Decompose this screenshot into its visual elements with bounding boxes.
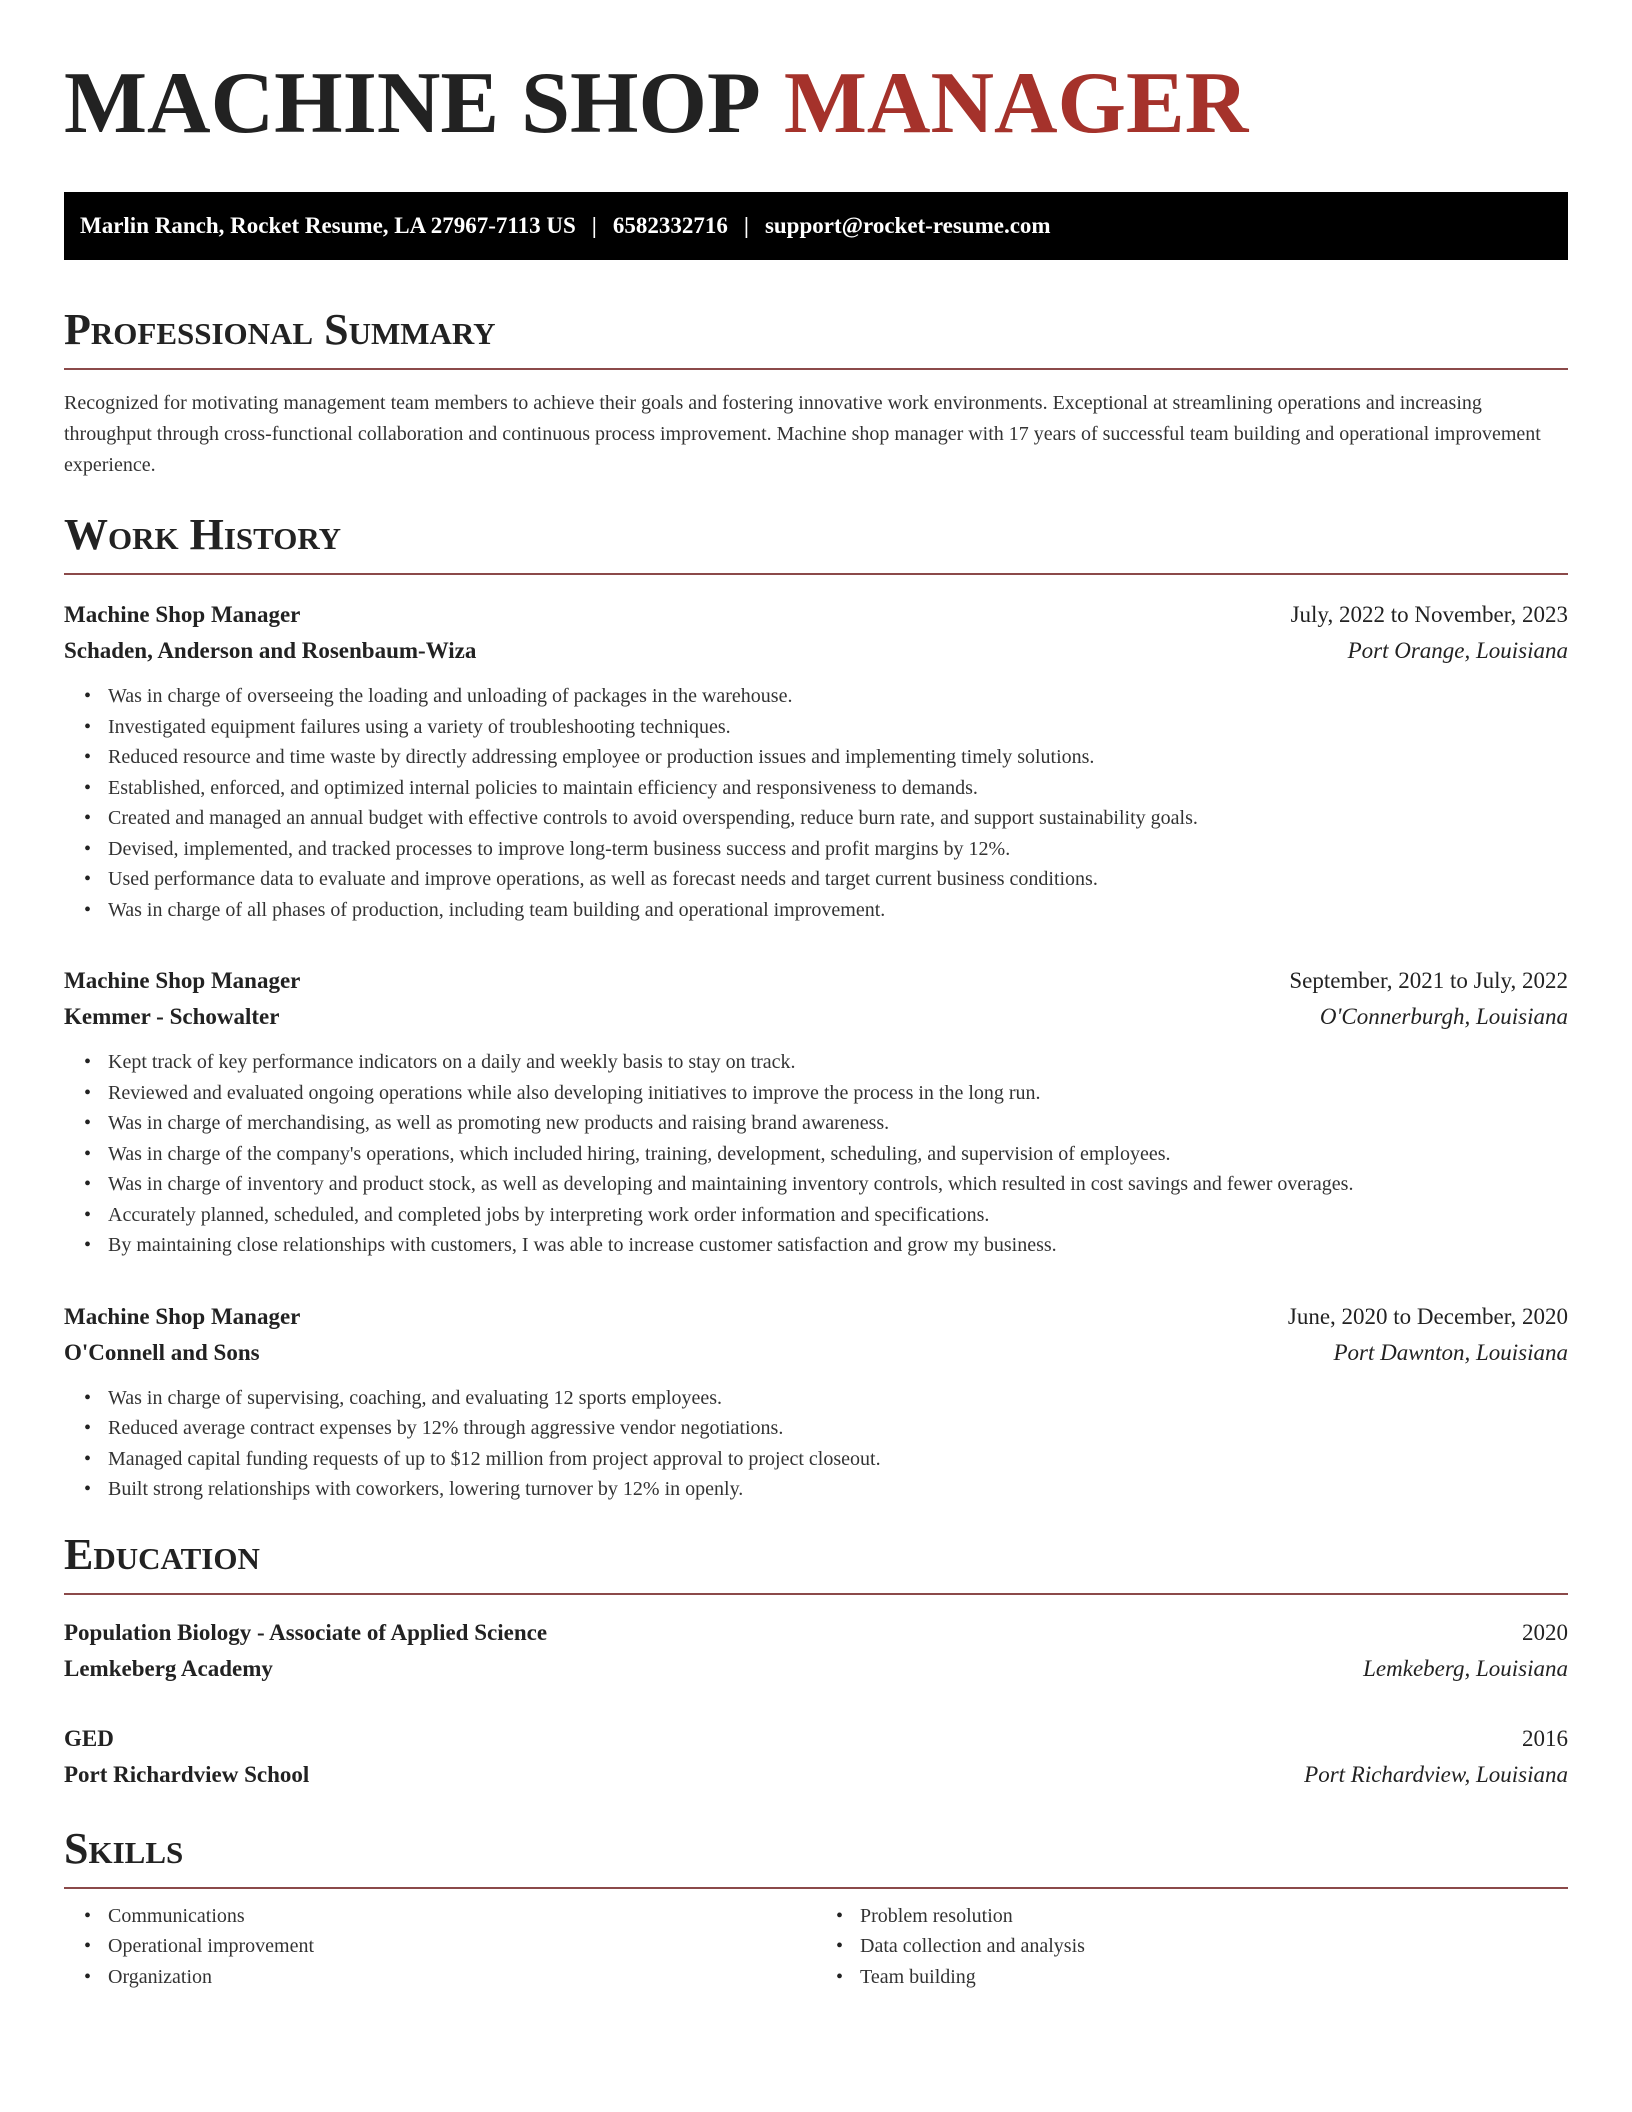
contact-bar	[64, 192, 1568, 260]
education-entry	[64, 1615, 1568, 1687]
job-company: Kemmer - Schowalter	[64, 1004, 280, 1029]
contact-separator: |	[591, 213, 597, 238]
name-first: MACHINE SHOP	[64, 55, 756, 152]
contact-separator: |	[743, 213, 749, 238]
job-entry	[64, 1299, 1568, 1505]
skills-list	[64, 1901, 816, 1993]
education-school-row	[64, 1757, 1568, 1793]
list-item: • Communications	[84, 1901, 816, 1932]
list-item: • Accurately planned, scheduled, and completed jobs by interpreting work order information and specifications.	[84, 1200, 1568, 1231]
education-degree: GED	[64, 1725, 114, 1751]
education-header-row	[64, 1721, 1568, 1757]
list-item: • Investigated equipment failures using a variety of troubleshooting techniques.	[84, 712, 1568, 743]
job-company-row	[64, 633, 1568, 669]
job-title: Machine Shop Manager	[64, 968, 301, 993]
list-item: • Operational improvement	[84, 1931, 816, 1962]
list-item: • Problem resolution	[836, 1901, 1568, 1932]
list-item: • By maintaining close relationships with customers, I was able to increase customer satisfaction and grow my business.	[84, 1230, 1568, 1261]
list-item: • Team building	[836, 1962, 1568, 1993]
education-school: Port Richardview School	[64, 1761, 310, 1787]
education-year: 2020	[1522, 1619, 1568, 1645]
skills-grid	[64, 1901, 1568, 1993]
skills-list	[816, 1901, 1568, 1993]
job-header-row	[64, 597, 1568, 633]
education-year: 2016	[1522, 1725, 1568, 1751]
list-item: • Was in charge of all phases of production, including team building and operational improvement.	[84, 895, 1568, 926]
summary-text: Recognized for motivating management team members to achieve their goals and fostering innovative work environments. Exceptional at streamlining operations and increasing throughput through cross-functional collaboration and continuous process improvement. Machine shop manager with 17 years of successful team building and operational improvement experience.	[64, 392, 1541, 476]
job-bullets	[64, 681, 1568, 925]
section-divider	[64, 1887, 1568, 1889]
job-title: Machine Shop Manager	[64, 1303, 301, 1329]
education-location: Lemkeberg, Louisiana	[1363, 1655, 1568, 1681]
job-location: O'Connerburgh, Louisiana	[1319, 1004, 1568, 1029]
section-divider	[64, 368, 1568, 370]
section-divider	[64, 1593, 1568, 1595]
education-location: Port Richardview, Louisiana	[1304, 1761, 1568, 1787]
contact-phone: 6582332716	[612, 213, 728, 238]
list-item: • Was in charge of overseeing the loading and unloading of packages in the warehouse.	[84, 681, 1568, 712]
job-company: Schaden, Anderson and Rosenbaum-Wiza	[64, 638, 477, 663]
job-location: Port Dawnton, Louisiana	[1333, 1339, 1568, 1365]
skills-column-left	[64, 1901, 816, 1993]
list-item: • Data collection and analysis	[836, 1931, 1568, 1962]
list-item: • Established, enforced, and optimized internal policies to maintain efficiency and responsiveness to demands.	[84, 773, 1568, 804]
job-bullets	[64, 1047, 1568, 1261]
list-item: • Was in charge of merchandising, as well as promoting new products and raising brand awareness.	[84, 1108, 1568, 1139]
skills-heading: Skills	[64, 1823, 184, 1873]
job-header-row	[64, 963, 1568, 999]
job-company-row	[64, 1335, 1568, 1371]
skills-column-right	[816, 1901, 1568, 1993]
job-dates: July, 2022 to November, 2023	[1290, 602, 1568, 627]
education-school: Lemkeberg Academy	[64, 1655, 273, 1681]
contact-address: Marlin Ranch, Rocket Resume, LA 27967-7113 US	[80, 213, 576, 238]
list-item: • Reduced average contract expenses by 12% through aggressive vendor negotiations.	[84, 1413, 1568, 1444]
list-item: • Was in charge of supervising, coaching, and evaluating 12 sports employees.	[84, 1383, 1568, 1414]
resume-name	[64, 55, 1568, 152]
job-bullets	[64, 1383, 1568, 1505]
contact-email[interactable]: support@rocket-resume.com	[764, 213, 1051, 238]
work-history-heading: Work History	[64, 510, 342, 559]
list-item: • Built strong relationships with coworkers, lowering turnover by 12% in openly.	[84, 1474, 1568, 1505]
education-heading: Education	[64, 1529, 260, 1579]
job-entry	[64, 963, 1568, 1261]
list-item: • Was in charge of the company's operations, which included hiring, training, development, scheduling, and supervision of employees.	[84, 1139, 1568, 1170]
education-school-row	[64, 1651, 1568, 1687]
job-entry	[64, 597, 1568, 925]
job-title: Machine Shop Manager	[64, 602, 301, 627]
list-item: • Kept track of key performance indicators on a daily and weekly basis to stay on track.	[84, 1047, 1568, 1078]
list-item: • Managed capital funding requests of up to $12 million from project approval to project closeout.	[84, 1444, 1568, 1475]
job-dates: June, 2020 to December, 2020	[1287, 1303, 1568, 1329]
list-item: • Reviewed and evaluated ongoing operations while also developing initiatives to improve the process in the long run.	[84, 1078, 1568, 1109]
job-header-row	[64, 1299, 1568, 1335]
job-company-row	[64, 999, 1568, 1035]
education-degree: Population Biology - Associate of Applied Science	[64, 1619, 548, 1645]
list-item: • Organization	[84, 1962, 816, 1993]
name-last: MANAGER	[783, 55, 1249, 152]
education-header-row	[64, 1615, 1568, 1651]
list-item: • Devised, implemented, and tracked processes to improve long-term business success and profit margins by 12%.	[84, 834, 1568, 865]
list-item: • Created and managed an annual budget with effective controls to avoid overspending, reduce burn rate, and support sustainability goals.	[84, 803, 1568, 834]
list-item: • Reduced resource and time waste by directly addressing employee or production issues and implementing timely solutions.	[84, 742, 1568, 773]
job-location: Port Orange, Louisiana	[1347, 638, 1568, 663]
job-company: O'Connell and Sons	[64, 1339, 260, 1365]
summary-heading: Professional Summary	[64, 305, 496, 354]
list-item: • Was in charge of inventory and product stock, as well as developing and maintaining inventory controls, which resulted in cost savings and fewer overages.	[84, 1169, 1568, 1200]
section-divider	[64, 573, 1568, 575]
list-item: • Used performance data to evaluate and improve operations, as well as forecast needs and target current business conditions.	[84, 864, 1568, 895]
job-dates: September, 2021 to July, 2022	[1289, 968, 1568, 993]
education-entry	[64, 1721, 1568, 1793]
